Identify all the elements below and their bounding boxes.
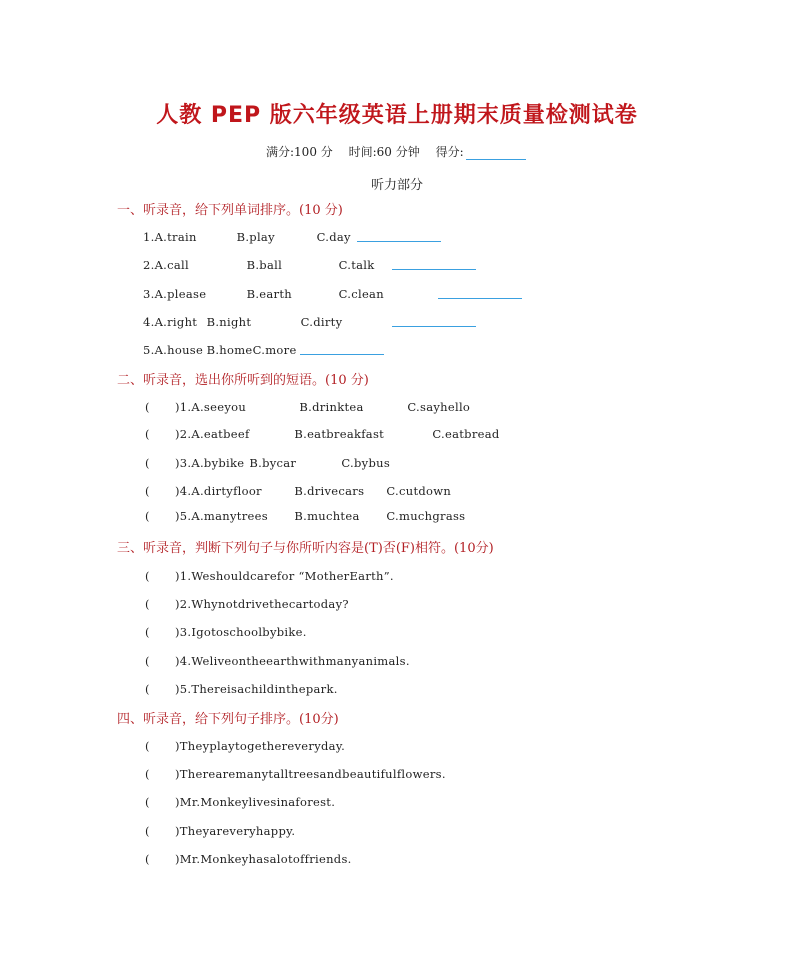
s4-row-2: ( )Therearemanytalltreesandbeautifulflowers. [145, 767, 446, 781]
s1-row-5: 5.A.house B.homeC.more [143, 343, 297, 357]
time-limit: 时间:60 分钟 [348, 145, 420, 159]
s2-row-2: ( )2.A.eatbeef B.eatbreakfast C.eatbread [145, 427, 500, 441]
s4-row-1: ( )Theyplaytogethereveryday. [145, 739, 346, 753]
exam-title: 人教 PEP 版六年级英语上册期末质量检测试卷 [156, 103, 638, 128]
full-score: 满分:100 分 [266, 145, 333, 159]
section-3-heading: 三、听录音，判断下列句子与你所听内容是(T)否(F)相符。(10分) [117, 541, 494, 556]
s3-row-2: ( )2.Whynotdrivethecartoday? [145, 597, 349, 611]
score-blank[interactable] [466, 147, 526, 160]
section-1-heading: 一、听录音，给下列单词排序。(10 分) [117, 203, 343, 218]
s1-blank-3[interactable] [438, 287, 522, 299]
s1-blank-1[interactable] [357, 230, 441, 242]
part-label: 听力部分 [370, 178, 423, 193]
s4-row-3: ( )Mr.Monkeylivesinaforest. [145, 795, 336, 809]
s2-row-5: ( )5.A.manytrees B.muchtea C.muchgrass [145, 509, 466, 523]
s3-row-1: ( )1.Weshouldcarefor “MotherEarth”. [145, 569, 394, 583]
s2-row-3: ( )3.A.bybike B.bycar C.bybus [145, 456, 391, 470]
s2-row-4: ( )4.A.dirtyfloor B.drivecars C.cutdown [145, 484, 452, 498]
s2-row-1: ( )1.A.seeyou B.drinktea C.sayhello [145, 400, 471, 414]
s3-row-4: ( )4.Weliveontheearthwithmanyanimals. [145, 654, 410, 668]
s3-row-5: ( )5.Thereisachildinthepark. [145, 682, 338, 696]
s1-blank-5[interactable] [300, 343, 384, 355]
exam-meta [266, 143, 538, 160]
s1-row-1: 1.A.train B.play C.day [143, 230, 351, 244]
s1-row-2: 2.A.call B.ball C.talk [143, 258, 375, 272]
section-2-heading: 二、听录音，选出你所听到的短语。(10 分) [117, 373, 369, 388]
section-4-heading: 四、听录音，给下列句子排序。(10分) [117, 712, 339, 727]
s4-row-4: ( )Theyareveryhappy. [145, 824, 296, 838]
s3-row-3: ( )3.Igotoschoolbybike. [145, 625, 307, 639]
s1-blank-2[interactable] [392, 258, 476, 270]
score-label: 得分: [436, 145, 526, 159]
s1-row-4: 4.A.right B.night C.dirty [143, 315, 343, 329]
s4-row-5: ( )Mr.Monkeyhasalotoffriends. [145, 852, 352, 866]
s1-blank-4[interactable] [392, 315, 476, 327]
s1-row-3: 3.A.please B.earth C.clean [143, 287, 384, 301]
